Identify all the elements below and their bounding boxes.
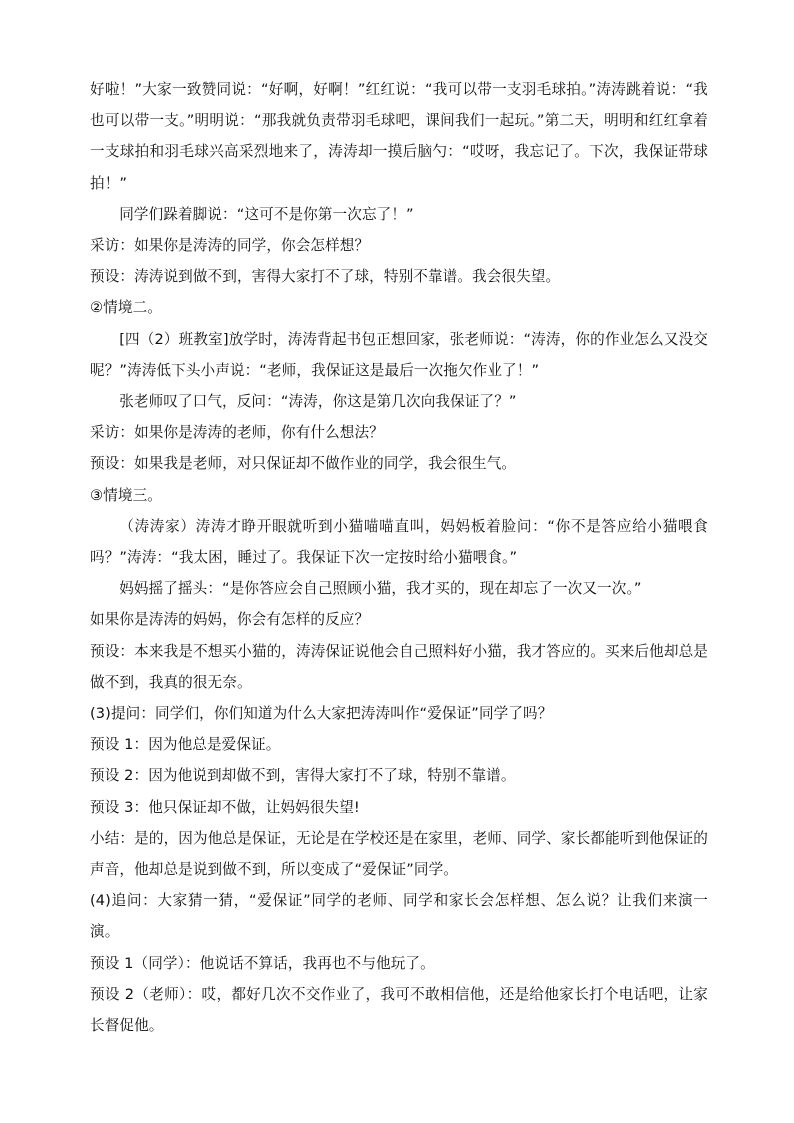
paragraph-teacher-sigh: 张老师叹了口气，反问：“涛涛，你这是第几次向我保证了？”: [119, 393, 517, 411]
paragraph-preset-teacher: 预设：如果我是老师，对只保证却不做作业的同学，我会很生气。: [90, 455, 517, 473]
paragraph-story-continuation: 好啦！”大家一致赞同说：“好啊，好啊！”红红说：“我可以带一支羽毛球拍。”涛涛跳着说：“我也可以带一支。”明明说：“那我就负责带羽毛球吧，课间我们一起玩。”第二天，明明和红红拿着一支球拍和羽毛球兴高采烈地来了，涛涛却一摸后脑勺：“哎呀，我忘记了。下次，我保证带球拍！”: [90, 81, 708, 192]
paragraph-mother-reaction: 妈妈摇了摇头：“是你答应会自己照顾小猫，我才买的，现在却忘了一次又一次。”: [119, 580, 642, 598]
paragraph-interview-classmate: 采访：如果你是涛涛的同学，你会怎样想？: [90, 237, 370, 255]
paragraph-scenario-two-story: [四（2）班教室]放学时，涛涛背起书包正想回家，张老师说：“涛涛，你的作业怎么又没交呢？”涛涛低下头小声说：“老师，我保证这是最后一次拖欠作业了！”: [90, 330, 708, 379]
paragraph-role-preset-one: 预设 1（同学）：他说话不算话，我再也不与他玩了。: [90, 954, 435, 972]
paragraph-question-three: (3)提问：同学们，你们知道为什么大家把涛涛叫作“爱保证”同学了吗？: [90, 705, 553, 723]
paragraph-interview-mother: 如果你是涛涛的妈妈，你会有怎样的反应？: [90, 611, 370, 629]
paragraph-summary: 小结：是的，因为他总是保证，无论是在学校还是在家里，老师、同学、家长都能听到他保证的声音，他却总是说到做不到，所以变成了“爱保证”同学。: [90, 829, 708, 879]
paragraph-scenario-three-story: （涛涛家）涛涛才睁开眼就听到小猫喵喵直叫，妈妈板着脸问：“你不是答应给小猫喂食吗？”涛涛：“我太困，睡过了。我保证下次一定按时给小猫喂食。”: [90, 517, 708, 567]
paragraph-preset-mother: 预设：本来我是不想买小猫的，涛涛保证说他会自己照料好小猫，我才答应的。买来后他却总是做不到，我真的很无奈。: [90, 642, 708, 691]
paragraph-role-preset-two: 预设 2（老师）：哎，都好几次不交作业了，我可不敢相信他，还是给他家长打个电话吧，让家长督促他。: [90, 985, 708, 1035]
paragraph-classmates-reaction: 同学们跺着脚说：“这可不是你第一次忘了！”: [119, 205, 414, 223]
paragraph-preset-three: 预设 3：他只保证却不做，让妈妈很失望!: [90, 798, 360, 816]
paragraph-interview-teacher: 采访：如果你是涛涛的老师，你有什么想法？: [90, 424, 384, 442]
paragraph-preset-two: 预设 2：因为他说到却做不到，害得大家打不了球，特别不靠谱。: [90, 767, 516, 785]
paragraph-preset-one: 预设 1：因为他总是爱保证。: [90, 736, 281, 754]
paragraph-scenario-three-heading: ③情境三。: [90, 486, 162, 504]
paragraph-scenario-two-heading: ②情境二。: [90, 299, 162, 317]
paragraph-preset-classmate: 预设：涛涛说到做不到，害得大家打不了球，特别不靠谱。我会很失望。: [90, 268, 561, 286]
document-body: [90, 74, 708, 1041]
paragraph-question-four: (4)追问：大家猜一猜，“爱保证”同学的老师、同学和家长会怎样想、怎么说？让我们来演一演。: [90, 892, 708, 941]
